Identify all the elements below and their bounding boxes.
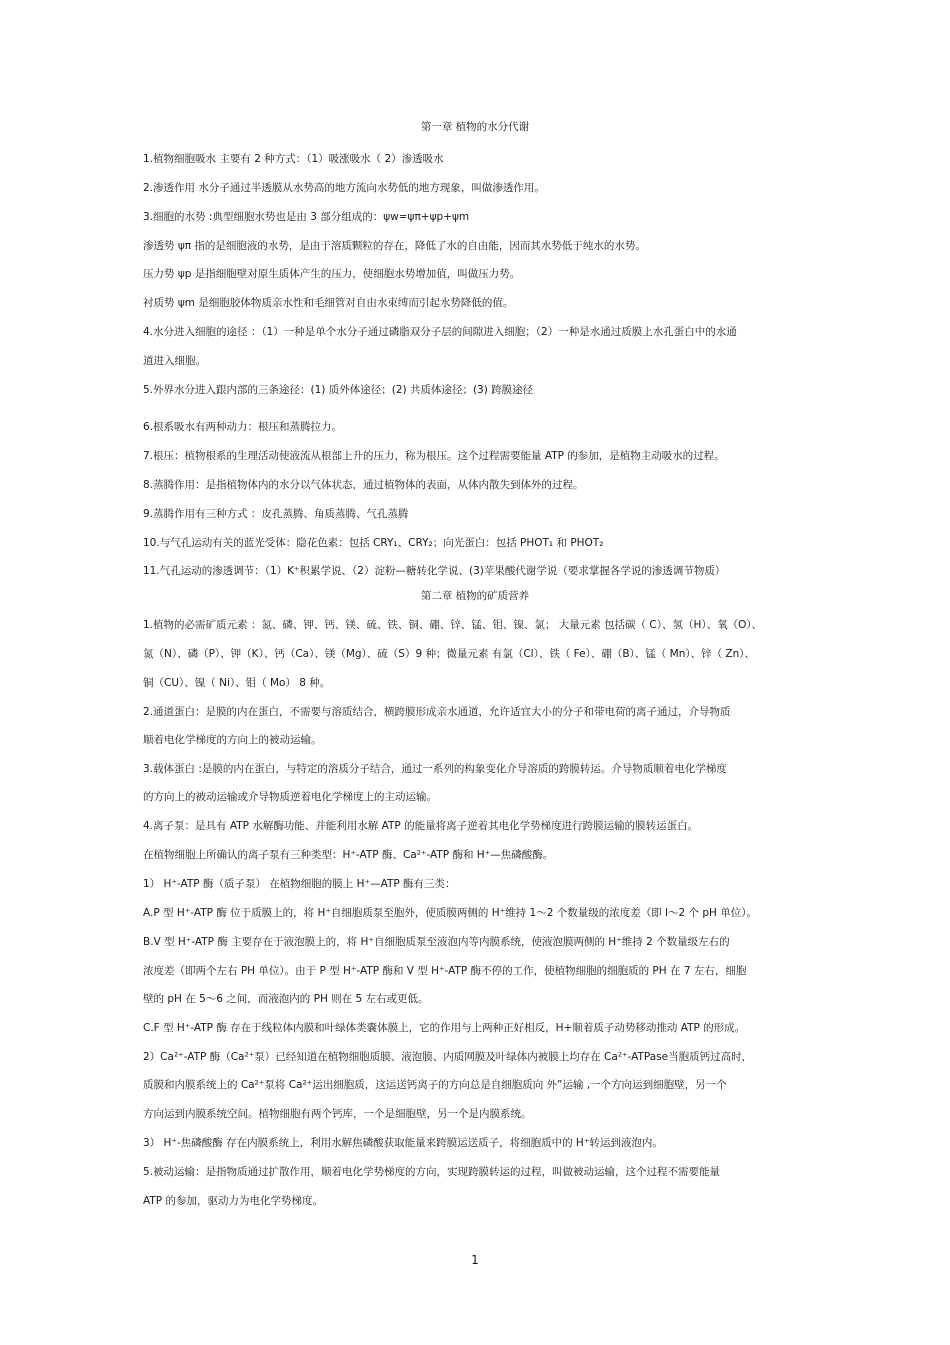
ch1-line: 压力势 ψp 是指细胞壁对原生质体产生的压力，使细胞水势增加值，叫做压力势。 (143, 268, 521, 280)
ch1-line: 5.外界水分进入跟内部的三条途径：(1) 质外体途径；(2) 共质体途径；(3) 跨膜途径 (143, 384, 534, 396)
ch1-line: 3.细胞的水势 :典型细胞水势也是由 3 部分组成的：ψw=ψπ+ψp+ψm (143, 211, 470, 223)
ch2-line: 3） H⁺-焦磷酸酶 存在内膜系统上，利用水解焦磷酸获取能量来跨膜运送质子，将细胞质中的 H⁺转运到液泡内。 (143, 1137, 663, 1149)
ch2-line: ATP 的参加，驱动力为电化学势梯度。 (143, 1195, 323, 1207)
ch1-line: 4.水分进入细胞的途径 ：（1）一种是单个水分子通过磷脂双分子层的间隙进入细胞；（2）一种是水通过质膜上水孔蛋白中的水通 (143, 326, 737, 338)
ch1-line: 9.蒸腾作用有三种方式 ：皮孔蒸腾、角质蒸腾、气孔蒸腾 (143, 508, 409, 520)
ch1-line: 7.根压：植物根系的生理活动使液流从根部上升的压力，称为根压。这个过程需要能量 ATP 的参加，是植物主动吸水的过程。 (143, 450, 725, 462)
ch2-line: A.P 型 H⁺-ATP 酶 位于质膜上的，将 H⁺自细胞质泵至胞外，使质膜两侧的 H⁺维持 1～2 个数量级的浓度差（即 l～2 个 pH 单位）。 (143, 907, 757, 919)
ch1-line: 衬质势 ψm 是细胞胶体物质亲水性和毛细管对自由水束缚而引起水势降低的值。 (143, 297, 514, 309)
page-number: 1 (471, 1253, 479, 1267)
ch2-line: 5.被动运输：是指物质通过扩散作用，顺着电化学势梯度的方向，实现跨膜转运的过程，叫做被动运输，这个过程不需要能量 (143, 1166, 721, 1178)
ch1-line: 道进入细胞。 (143, 355, 206, 367)
ch1-line: 2.渗透作用 水分子通过半透膜从水势高的地方流向水势低的地方现象，叫做渗透作用。 (143, 182, 545, 194)
ch1-line: 8.蒸腾作用：是指植物体内的水分以气体状态，通过植物体的表面，从体内散失到体外的过程。 (143, 479, 584, 491)
ch1-line: 10.与气孔运动有关的蓝光受体：隐花色素：包括 CRY₁、CRY₂；向光蛋白：包括 PHOT₁ 和 PHOT₂ (143, 537, 604, 549)
ch2-line: 壁的 pH 在 5～6 之间，而液泡内的 PH 则在 5 左右或更低。 (143, 993, 429, 1005)
ch2-line: 2.通道蛋白：是膜的内在蛋白，不需要与溶质结合，横跨膜形成亲水通道，允许适宜大小的分子和带电荷的离子通过，介导物质 (143, 706, 731, 718)
ch2-line: B.V 型 H⁺-ATP 酶 主要存在于液泡膜上的，将 H⁺自细胞质泵至液泡内等内膜系统，使液泡膜两侧的 H⁺维持 2 个数量级左右的 (143, 936, 730, 948)
ch2-line: 浓度差（即两个左右 PH 单位）。由于 P 型 H⁺-ATP 酶和 V 型 H⁺-ATP 酶不停的工作，使植物细胞的细胞质的 PH 在 7 左右，细胞 (143, 965, 747, 977)
ch2-line: 1） H⁺-ATP 酶（质子泵） 在植物细胞的膜上 H⁺—ATP 酶有三类： (143, 878, 456, 890)
ch1-line: 11.气孔运动的渗透调节：（1）K⁺积累学说、（2）淀粉—糖转化学说、(3)苹果酸代谢学说（要求掌握各学说的渗透调节物质） (143, 565, 726, 577)
ch1-line: 渗透势 ψπ 指的是细胞液的水势，是由于溶质颗粒的存在，降低了水的自由能，因而其水势低于纯水的水势。 (143, 240, 646, 252)
ch2-line: 4.离子泵：是具有 ATP 水解酶功能、并能利用水解 ATP 的能量将离子逆着其电化学势梯度进行跨膜运输的膜转运蛋白。 (143, 820, 699, 832)
ch2-line: 在植物细胞上所确认的离子泵有三种类型：H⁺-ATP 酶、Ca²⁺-ATP 酶和 H⁺—焦磷酸酶。 (143, 849, 554, 861)
chapter-1-title: 第一章 植物的水分代谢 (420, 121, 530, 133)
chapter-2-title: 第二章 植物的矿质营养 (420, 590, 530, 602)
ch2-line: C.F 型 H⁺-ATP 酶 存在于线粒体内膜和叶绿体类囊体膜上，它的作用与上两种正好相反，H+顺着质子动势移动推动 ATP 的形成。 (143, 1022, 746, 1034)
ch2-line: 铜（CU）、镍（ Ni）、钼（ Mo） 8 种。 (143, 677, 331, 689)
ch1-line: 1.植物细胞吸水 主要有 2 种方式：（1）吸涨吸水（ 2）渗透吸水 (143, 153, 444, 165)
ch2-line: 质膜和内膜系统上的 Ca²⁺泵将 Ca²⁺运出细胞质，这运送钙离子的方向总是自细胞质向 外”运输 ,一个方向运到细胞壁，另一个 (143, 1079, 727, 1091)
ch2-line: 3.载体蛋白 :是膜的内在蛋白，与特定的溶质分子结合，通过一系列的构象变化介导溶质的跨膜转运。介导物质顺着电化学梯度 (143, 763, 727, 775)
ch2-line: 氮（N）、磷（P）、钾（K）、钙（Ca）、镁（Mg）、硫（S）9 种；微量元素 有氯（Cl）、铁（ Fe）、硼（B）、锰（ Mn）、锌（ Zn）、 (143, 648, 756, 660)
ch2-line: 的方向上的被动运输或介导物质逆着电化学梯度上的主动运输。 (143, 791, 437, 803)
ch2-line: 2）Ca²⁺-ATP 酶（Ca²⁺泵）已经知道在植物细胞质膜、液泡膜、内质网膜及叶绿体内被膜上均存在 Ca²⁺-ATPase当胞质钙过高时， (143, 1051, 753, 1063)
ch2-line: 1.植物的必需矿质元素 ：氮、磷、钾、钙、镁、硫、铁、铜、硼、锌、锰、钼、镍、氯； 大量元素 包括碳（ C）、氢（H）、氧（O）、 (143, 619, 763, 631)
ch1-line: 6.根系吸水有两种动力：根压和蒸腾拉力。 (143, 421, 343, 433)
ch2-line: 顺着电化学梯度的方向上的被动运输。 (143, 734, 322, 746)
ch2-line: 方向运到内膜系统空间。植物细胞有两个钙库，一个是细胞壁，另一个是内膜系统。 (143, 1108, 532, 1120)
